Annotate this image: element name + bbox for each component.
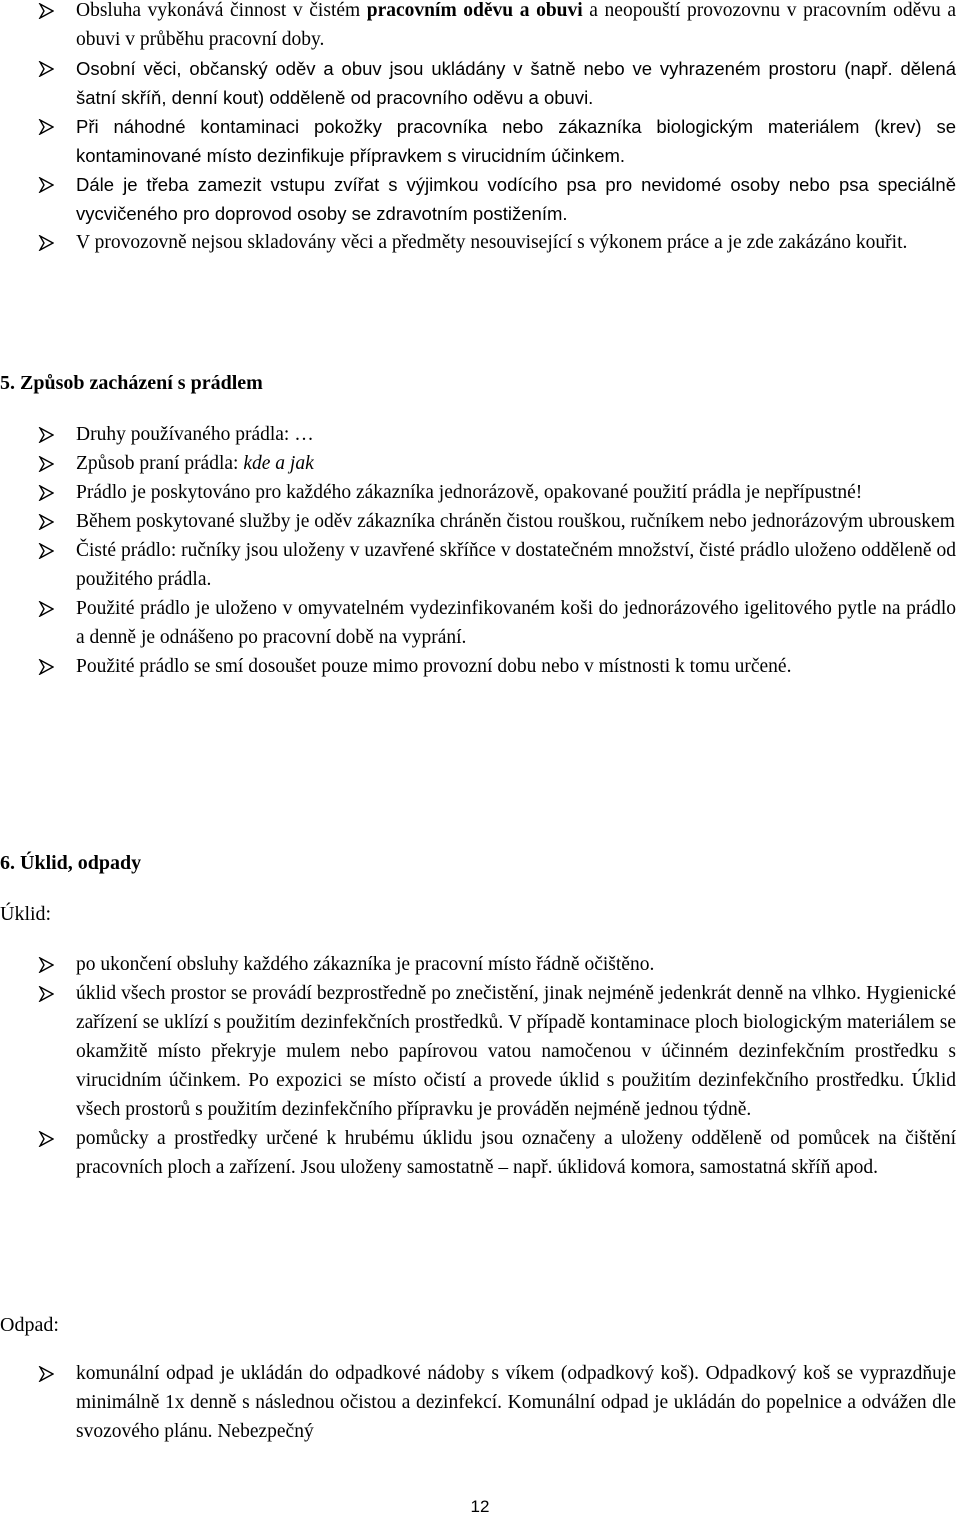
- cleaning-subheading: Úklid:: [0, 903, 52, 925]
- list-item: Způsob praní prádla: kde a jak: [0, 449, 960, 478]
- cleaning-list: [0, 950, 960, 1182]
- waste-subheading: Odpad:: [0, 1314, 59, 1336]
- arrow-bullet-icon: [38, 235, 54, 251]
- section-5-heading: 5. Způsob zacházení s prádlem: [0, 372, 263, 394]
- list-item: Použité prádlo je uloženo v omyvatelném vydezinfikovaném koši do jednorázového igelitového pytle na prádlo a denně je odnášeno po pracovní době na vyprání.: [0, 594, 960, 652]
- list-item: V provozovně nejsou skladovány věci a předměty nesouvisející s výkonem práce a je zde zakázáno kouřit.: [0, 228, 960, 257]
- arrow-bullet-icon: [38, 957, 54, 973]
- list-item: Při náhodné kontaminaci pokožky pracovníka nebo zákazníka biologickým materiálem (krev) se kontaminované místo dezinfikuje přípravkem s virucidním účinkem.: [0, 112, 960, 170]
- page-number: 12: [470, 1497, 490, 1516]
- arrow-bullet-icon: [38, 601, 54, 617]
- list-item: Osobní věci, občanský oděv a obuv jsou ukládány v šatně nebo ve vyhrazeném prostoru (např. dělená šatní skříň, denní kout) odděleně od pracovního oděvu a obuvi.: [0, 54, 960, 112]
- arrow-bullet-icon: [38, 485, 54, 501]
- list-item: Prádlo je poskytováno pro každého zákazníka jednorázově, opakované použití prádla je nepřípustné!: [0, 478, 960, 507]
- list-item: Čisté prádlo: ručníky jsou uloženy v uzavřené skříňce v dostatečném množství, čisté prádlo uloženo odděleně od použitého prádla.: [0, 536, 960, 594]
- arrow-bullet-icon: [38, 61, 54, 77]
- arrow-bullet-icon: [38, 456, 54, 472]
- list-item: Dále je třeba zamezit vstupu zvířat s výjimkou vodícího psa pro nevidomé osoby nebo psa speciálně vycvičeného pro doprovod osoby se zdravotním postižením.: [0, 170, 960, 228]
- arrow-bullet-icon: [38, 1131, 54, 1147]
- arrow-bullet-icon: [38, 427, 54, 443]
- linen-handling-list: [0, 420, 960, 681]
- arrow-bullet-icon: [38, 3, 54, 19]
- arrow-bullet-icon: [38, 514, 54, 530]
- arrow-bullet-icon: [38, 177, 54, 193]
- list-item: komunální odpad je ukládán do odpadkové nádoby s víkem (odpadkový koš). Odpadkový koš se vyprazdňuje minimálně 1x denně s následnou očistou a dezinfekcí. Komunální odpad je ukládán do popelnice a odvážen dle svozového plánu. Nebezpečný: [0, 1359, 960, 1446]
- list-item: po ukončení obsluhy každého zákazníka je pracovní místo řádně očištěno.: [0, 950, 960, 979]
- arrow-bullet-icon: [38, 119, 54, 135]
- list-item: Druhy používaného prádla: …: [0, 420, 960, 449]
- list-item: Během poskytované služby je oděv zákazníka chráněn čistou rouškou, ručníkem nebo jednorázovým ubrouskem: [0, 507, 960, 536]
- list-item: Obsluha vykonává činnost v čistém pracovním oděvu a obuvi a neopouští provozovnu v pracovním oděvu a obuvi v průběhu pracovní doby.: [0, 0, 960, 54]
- list-item: Použité prádlo se smí dosoušet pouze mimo provozní dobu nebo v místnosti k tomu určené.: [0, 652, 960, 681]
- arrow-bullet-icon: [38, 1366, 54, 1382]
- section-6-heading: 6. Úklid, odpady: [0, 852, 142, 874]
- list-item: pomůcky a prostředky určené k hrubému úklidu jsou označeny a uloženy odděleně od pomůcek na čištění pracovních ploch a zařízení. Jsou uloženy samostatně – např. úklidová komora, samostatná skříň apod.: [0, 1124, 960, 1182]
- list-item: úklid všech prostor se provádí bezprostředně po znečistění, jinak nejméně jedenkrát denně na vlhko. Hygienické zařízení se uklízí s použitím dezinfekčních prostředků. V případě kontaminace ploch biologickým materiálem se okamžitě místo překryje mulem nebo papírovou vatou namočenou v účinném dezinfekčním prostředku s virucidním účinkem. Po expozici se místo očistí a provede úklid s použitím dezinfekčního prostředku. Úklid všech prostorů s použitím dezinfekčního přípravku je prováděn nejméně jednou týdně.: [0, 979, 960, 1124]
- arrow-bullet-icon: [38, 986, 54, 1002]
- waste-list: [0, 1359, 960, 1446]
- arrow-bullet-icon: [38, 659, 54, 675]
- hygiene-rules-list: [0, 0, 960, 257]
- arrow-bullet-icon: [38, 543, 54, 559]
